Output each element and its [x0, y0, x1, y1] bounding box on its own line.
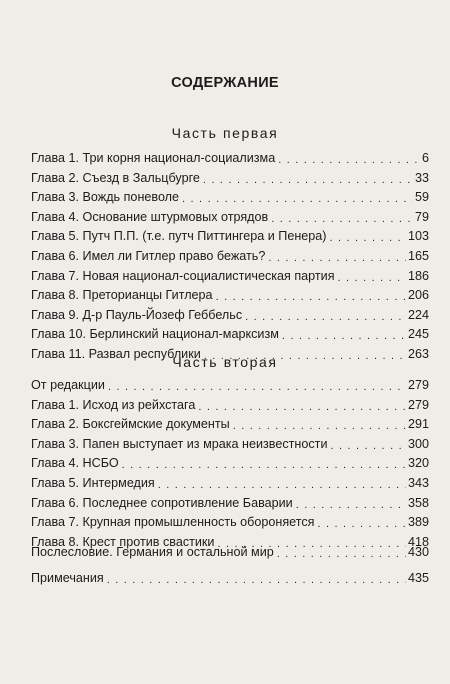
leader-dots — [122, 457, 406, 471]
toc-entry-page: 59 — [414, 190, 429, 205]
toc-entry — [31, 151, 429, 171]
leader-dots — [182, 191, 413, 205]
toc-entry — [31, 249, 429, 269]
toc-entry — [31, 476, 429, 496]
toc-entry-label: Глава 1. Три корня национал-социализма — [31, 151, 276, 165]
toc-entry-label: Глава 7. Крупная промышленность обороняется — [31, 515, 315, 530]
toc-entry-label: Послесловие. Германия и остальной мир — [31, 545, 274, 559]
leader-dots — [296, 497, 406, 511]
toc-entry-page: 343 — [407, 475, 429, 490]
toc-entry-label: Глава 1. Исход из рейхстага — [31, 397, 196, 412]
toc-entry-page: 291 — [407, 417, 429, 432]
toc-entry-page: 300 — [407, 436, 429, 451]
toc-entry-label: От редакции — [31, 378, 105, 392]
toc-entry — [31, 288, 429, 308]
toc-entry-label: Глава 11. Развал республики — [31, 346, 201, 361]
leader-dots — [278, 152, 420, 166]
toc-entry-label: Глава 9. Д-р Пауль-Йозеф Геббельс — [31, 307, 243, 322]
toc-entry-label: Глава 5. Интермедия — [31, 475, 155, 490]
toc-entry — [31, 496, 429, 516]
toc-entry-label: Глава 2. Съезд в Зальцбурге — [31, 170, 200, 185]
toc-entry-page: 103 — [407, 229, 429, 244]
leader-dots — [271, 211, 413, 225]
toc-entry — [31, 229, 429, 249]
leader-dots — [330, 230, 406, 244]
toc-entry-page: 418 — [407, 534, 429, 549]
leader-dots — [233, 418, 406, 432]
leader-dots — [216, 289, 406, 303]
leader-dots — [108, 379, 406, 393]
toc-entry-label: Глава 4. НСБО — [31, 456, 119, 471]
part-two-heading: Часть вторая — [172, 354, 278, 370]
toc-entry-label: Глава 3. Вождь поневоле — [31, 190, 180, 205]
toc-entry-label: Примечания — [31, 571, 104, 585]
part-one-toc — [31, 151, 429, 367]
leader-dots — [203, 172, 413, 186]
part-two-toc — [31, 378, 429, 554]
toc-entry-label: Глава 6. Имел ли Гитлер право бежать? — [31, 248, 266, 263]
toc-entry-page: 33 — [414, 170, 429, 185]
toc-entry-page: 389 — [407, 515, 429, 530]
toc-entry-page: 245 — [407, 327, 429, 342]
page-title: СОДЕРЖАНИЕ — [171, 75, 279, 91]
toc-entry-label: Глава 3. Папен выступает из мрака неизвестности — [31, 436, 328, 451]
toc-entry — [31, 378, 429, 398]
leader-dots — [282, 328, 406, 342]
toc-entry-label: Глава 5. Путч П.П. (т.е. путч Питтингера и Пенера) — [31, 229, 327, 244]
toc-entry — [31, 327, 429, 347]
toc-entry-page: 6 — [421, 151, 429, 165]
toc-entry — [31, 437, 429, 457]
toc-entry-page: 279 — [407, 378, 429, 392]
leader-dots — [268, 250, 406, 264]
toc-entry-label: Глава 2. Боксгеймские документы — [31, 417, 230, 432]
toc-entry-page: 430 — [407, 545, 429, 559]
toc-entry — [31, 210, 429, 230]
toc-entry — [31, 190, 429, 210]
toc-entry-page: 279 — [407, 397, 429, 412]
leader-dots — [198, 399, 406, 413]
toc-entry — [31, 456, 429, 476]
leader-dots — [158, 477, 406, 491]
leader-dots — [330, 438, 406, 452]
afterword-entry-wrapper — [31, 545, 429, 565]
toc-entry-label: Глава 8. Крест против свастики — [31, 534, 215, 549]
toc-entry-page: 263 — [407, 346, 429, 361]
toc-entry-label: Глава 4. Основание штурмовых отрядов — [31, 209, 269, 224]
leader-dots — [107, 572, 406, 586]
toc-entry-page: 358 — [407, 495, 429, 510]
leader-dots — [245, 309, 406, 323]
afterword-entry — [31, 545, 429, 565]
toc-entry-label: Глава 10. Берлинский национал-марксизм — [31, 327, 279, 342]
toc-entry-page: 435 — [407, 571, 429, 585]
toc-entry-page: 320 — [407, 456, 429, 471]
toc-entry — [31, 417, 429, 437]
notes-entry — [31, 571, 429, 591]
toc-entry-label: Глава 6. Последнее сопротивление Баварии — [31, 495, 293, 510]
toc-entry-page: 186 — [407, 268, 429, 283]
leader-dots — [338, 270, 406, 284]
toc-entry-label: Глава 7. Новая национал-социалистическая партия — [31, 268, 335, 283]
toc-entry — [31, 171, 429, 191]
part-one-heading: Часть первая — [171, 125, 279, 141]
leader-dots — [277, 546, 406, 560]
toc-entry — [31, 398, 429, 418]
toc-entry — [31, 269, 429, 289]
toc-entry — [31, 308, 429, 328]
toc-entry-page: 206 — [407, 288, 429, 303]
toc-entry-page: 224 — [407, 307, 429, 322]
toc-entry-label: Глава 8. Преторианцы Гитлера — [31, 288, 213, 303]
toc-entry-page: 79 — [414, 209, 429, 224]
toc-entry-page: 165 — [407, 248, 429, 263]
toc-entry — [31, 515, 429, 535]
notes-entry-wrapper — [31, 571, 429, 591]
leader-dots — [317, 516, 406, 530]
